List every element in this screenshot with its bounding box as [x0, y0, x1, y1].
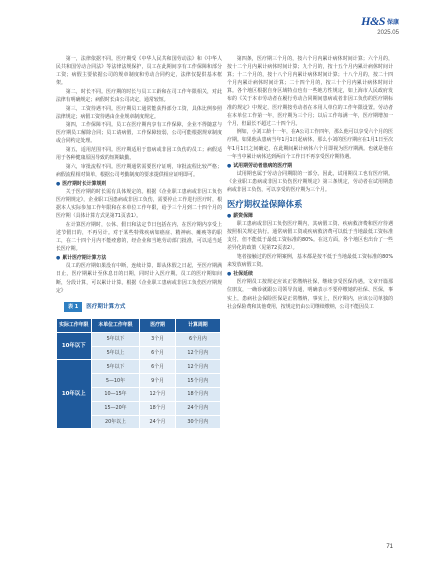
paragraph: 第四，工作保障不同。员工在医疗期内享有工作保障，企业不得随意与医疗期员工解除合同；员工请病假，工作保障较弱，公司可能根据规章制度或合同约定处理。	[56, 122, 222, 145]
issue-date: 2025.05	[377, 30, 399, 36]
subheading-text: 医疗期时长计算规则	[62, 180, 107, 187]
table-cell: 5年以上	[91, 346, 140, 360]
table-header-cell: 计算周期	[175, 318, 220, 332]
bullet-icon: ●	[227, 213, 232, 220]
bullet-icon: ●	[56, 180, 61, 187]
table-cell: 18个月	[140, 401, 175, 415]
table-row	[57, 332, 221, 346]
table-cell: 5年以下	[91, 332, 140, 346]
paragraph: 试用期也属于劳动合同期限的一部分。因此，试用期员工也有医疗期。《企业职工患病或非因工负伤医疗期规定》第三条规定，劳动者在试用期患病或非因工负伤，可以享受的医疗期为三个月。	[227, 170, 393, 193]
section-title: 医疗期权益保障体系	[227, 199, 303, 210]
paragraph: 第三，工资待遇不同。医疗期员工通常能获得部分工资，具体比例参照法律规定；病假工资待遇由企业规章制度规定。	[56, 105, 222, 120]
group-cell: 10年以下	[57, 332, 92, 360]
magazine-logo	[361, 14, 399, 29]
table-row	[57, 360, 221, 374]
page-number: 71	[386, 544, 393, 550]
subheading	[227, 270, 393, 278]
table-cell: 10—15年	[91, 388, 140, 402]
right-column	[227, 55, 393, 311]
subheading	[227, 212, 393, 220]
table-cell: 6个月内	[175, 332, 220, 346]
logo-mark: H&S	[361, 14, 385, 28]
paragraph: 笔者接触过的医疗期案例，基本都是按不低于当地最低工资标准的80%来发放病假工资。	[227, 254, 393, 269]
paragraph: 第一，法律依据不同。医疗期受《中华人民共和国劳动法》和《中华人民共和国劳动合同法》等法律法规保护，员工在此期间享有工作保障和部分工资；病假主要依据公司的规章制度和劳动合同约定，法律仅提供基本框架。	[56, 56, 222, 87]
table-cell: 5—10年	[91, 374, 140, 388]
table-caption	[64, 302, 222, 312]
table-cell: 6个月	[140, 360, 175, 374]
magazine-header	[361, 14, 399, 36]
table-title: 医疗期计算方式	[86, 303, 126, 310]
table-cell: 12个月内	[175, 360, 220, 374]
paragraph: 员工的医疗期如果没有中断，连续计算，即从休假之日起，至医疗期满日止，医疗期累计至休息日的日期，同时计入医疗期。员工的医疗期如间断，分段计算，可以累计计算。根据《企业职工患病或非因工负伤医疗期规定》	[56, 263, 222, 294]
table-cell: 12个月	[140, 388, 175, 402]
paragraph: 医疗期员工按规定应该正常缴纳社保，继续享受医保待遇。文章开篇那位朋友，一确诊就跟公司领导沟通，明确表示不要停缴她的社保、医保，事实上，患病社会保险医保是正常缴纳，事实上，医疗期内，应该公司单独的社会保险费和其他费用，按规定仍由公司继续缴纳，公司不能因员工	[227, 279, 393, 310]
bullet-icon: ●	[227, 162, 232, 169]
table-header-cell: 实际工作年限	[57, 318, 92, 332]
table-cell: 3个月	[140, 332, 175, 346]
table-header-cell: 医疗期	[140, 318, 175, 332]
subheading-text: 社保延续	[233, 271, 253, 278]
subheading-text: 薪资保障	[233, 213, 253, 220]
table-cell: 18个月内	[175, 388, 220, 402]
table-cell: 24个月内	[175, 401, 220, 415]
logo-text: 保康	[386, 19, 399, 26]
table-cell: 5年以下	[91, 360, 140, 374]
paragraph: 第六，审批流程不同。医疗期通常需要医疗证明，审批流程比较严格；病假流程相对简单，根据公司考勤制度的要求提供相应证明即可。	[56, 163, 222, 178]
bullet-icon: ●	[227, 271, 232, 278]
paragraph: 职工患病或非因工负伤医疗期内，其病假工资、疾病救济费和医疗待遇按照相关规定执行。通常病假工资或疾病救济费可以低于当地最低工资标准支付，但不能低于最低工资标准的80%。在这方面，各个地区也出台了一些差异化的政策（见第72页表2）。	[227, 221, 393, 252]
table-cell: 12个月内	[175, 346, 220, 360]
table-cell: 9个月	[140, 374, 175, 388]
paragraph: 第二，时长不同。医疗期的时长与员工工龄和在司工作年限相关，对此法律有明确规定；病假时长由公司决定，通常较短。	[56, 88, 222, 103]
left-column	[56, 55, 222, 429]
table-header-row	[57, 318, 221, 332]
paragraph: 关于医疗期的时长需有具体规定的。根据《企业职工患病或非因工负伤医疗期规定》，企业职工因患病或非因工负伤，需要停止工作进行医疗时，根据本人实际参加工作年限和在本单位工作年限，给予三个月到二十四个月的医疗期（具体计算方式见第71页表1）。	[56, 189, 222, 220]
subheading	[227, 162, 393, 170]
table-cell: 15—20年	[91, 401, 140, 415]
group-cell: 10年以上	[57, 360, 92, 429]
paragraph: 在计算医疗期时，公休、假日和法定节日包括在内，在医疗期内享受上述节假日的，不再另计。对于某些特殊疾病如癌症、精神病、瘫痪等的职工，在二十四个月内不能痊愈的，经企业和当地劳动部门批准，可以适当延长医疗期。	[56, 221, 222, 253]
bullet-icon: ●	[56, 255, 61, 262]
medical-period-table	[56, 318, 221, 430]
table-header-cell: 本单位工作年限	[91, 318, 140, 332]
table-cell: 24个月	[140, 415, 175, 429]
table-cell: 6个月	[140, 346, 175, 360]
table-number: 表 1	[64, 302, 82, 312]
paragraph: 第五，适用范围不同。医疗期适用于患病或非因工负伤的员工；病假适用于各种健康原因导致的短期缺勤。	[56, 147, 222, 162]
table-cell: 15个月内	[175, 374, 220, 388]
subheading-text: 累计医疗期计算方法	[62, 255, 107, 262]
table-cell: 20年以上	[91, 415, 140, 429]
paragraph: 例如，小刘工龄十一年，在A公司工作四年，那么他可以享受六个月的医疗期。如果他从患病当年1月1日起病休，那么小刘的医疗期应在1月1日至次年1月1日之间确定，在此期间累计病休六个月即视为医疗期满。也就是他在一年当中累计病休达到两百个工作日不再享受医疗期待遇。	[227, 129, 393, 160]
subheading	[56, 254, 222, 262]
paragraph: 第四条，医疗期三个月的，按六个月内累计病休时间计算；六个月的，按十二个月内累计病休时间计算；九个月的，按十五个月内累计病休时间计算；十二个月的，按十八个月内累计病休时间计算；十八个月的，按二十四个月内累计病休时间计算；二十四个月的，按三十个月内累计病休时间计算。各个地区根据自身区域特点也有一些地方性规定，如上海市人民政府发布的《关于本市劳动者在履行劳动合同期间患病或者非因工负伤的医疗期标准的规定》中规定，医疗期按劳动者在本用人单位的工作年限设置。劳动者在本单位工作第一年，医疗期为三个月；以后工作每满一年，医疗期增加一个月，但最长不超过二十四个月。	[227, 56, 393, 127]
subheading-text: 试用期劳动者患病的医疗期	[233, 162, 292, 169]
table-cell: 30个月内	[175, 415, 220, 429]
subheading	[56, 180, 222, 188]
